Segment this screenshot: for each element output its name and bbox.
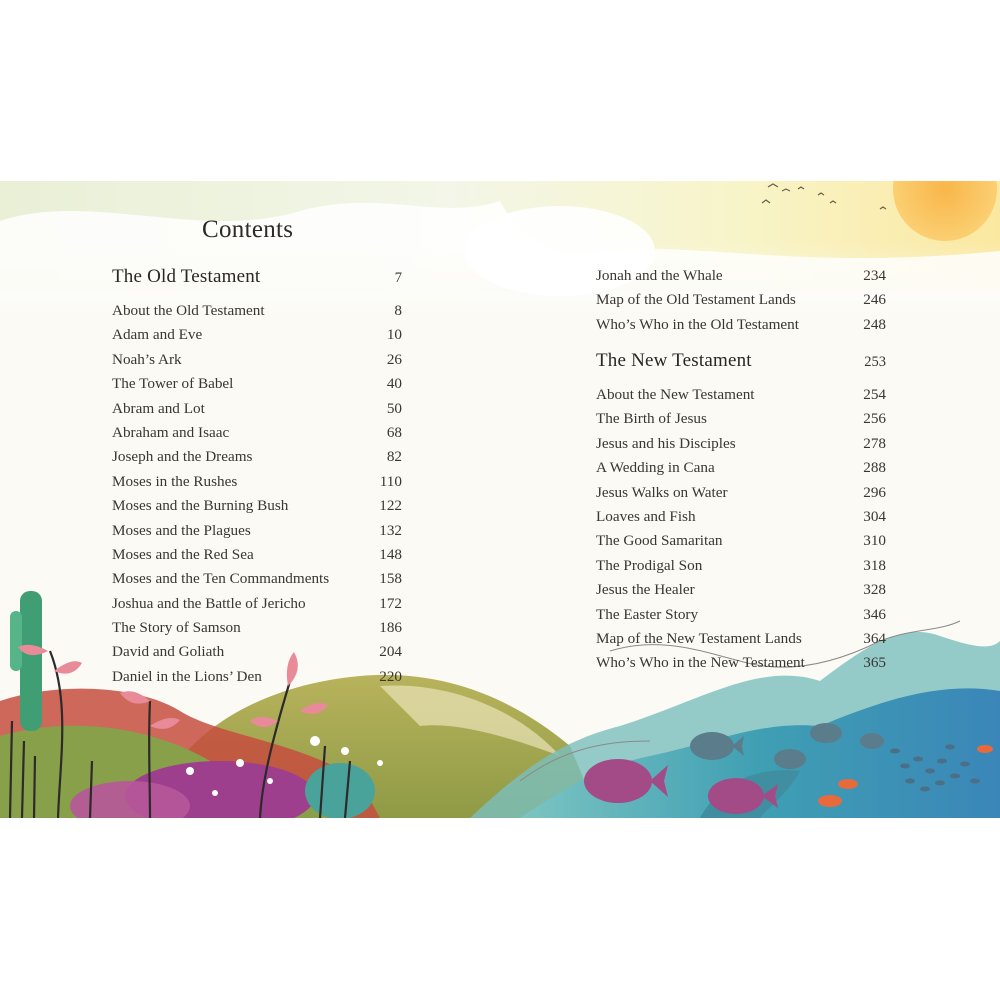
toc-entry — [112, 400, 402, 424]
toc-entry-page: 8 — [394, 302, 402, 319]
toc-entry-title: Map of the Old Testament Lands — [596, 291, 796, 309]
toc-entry — [112, 473, 402, 497]
toc-entry-page: 248 — [863, 315, 886, 333]
toc-entry — [112, 424, 402, 448]
toc-entry — [112, 302, 402, 326]
toc-entry-title: Jesus Walks on Water — [596, 483, 728, 501]
toc-entry-page: 288 — [863, 459, 886, 477]
toc-entry-page: 148 — [379, 545, 402, 563]
toc-entry-page: 296 — [863, 483, 886, 501]
toc-entry — [112, 497, 402, 521]
toc-entry-title: Moses and the Red Sea — [112, 545, 254, 563]
toc-entry — [112, 448, 402, 472]
section-heading-old-testament — [112, 266, 402, 288]
toc-entry — [112, 375, 402, 399]
section-page: 7 — [394, 270, 402, 286]
toc-entry-title: Jesus the Healer — [596, 581, 695, 599]
toc-entry-title: Abram and Lot — [112, 399, 205, 417]
toc-entry-title: Daniel in the Lions’ Den — [112, 667, 262, 685]
toc-entry — [596, 654, 886, 678]
toc-entry-title: Jesus and his Disciples — [596, 434, 736, 452]
toc-entry-page: 304 — [863, 507, 886, 525]
toc-entry-title: About the New Testament — [596, 386, 755, 403]
toc-entry-page: 246 — [863, 291, 886, 309]
toc-entry — [112, 619, 402, 643]
toc-entry-title: Moses and the Ten Commandments — [112, 570, 330, 588]
toc-entry — [112, 351, 402, 375]
section-heading-new-testament — [596, 350, 886, 372]
toc-entry-title: Joseph and the Dreams — [112, 448, 253, 466]
cactus — [10, 611, 22, 671]
toc-entry — [112, 668, 402, 692]
toc-entry — [596, 484, 886, 508]
toc-entry — [596, 410, 886, 434]
toc-entry — [596, 435, 886, 459]
toc-entry-title: Map of the New Testament Lands — [596, 629, 802, 647]
toc-entry — [112, 570, 402, 594]
new-testament-list — [596, 386, 886, 679]
toc-entry-title: The Good Samaritan — [596, 532, 723, 550]
toc-entry-page: 132 — [379, 521, 402, 539]
toc-entry — [112, 522, 402, 546]
toc-entry-title: A Wedding in Cana — [596, 459, 715, 477]
toc-entry — [596, 606, 886, 630]
toc-entry — [596, 630, 886, 654]
toc-entry — [596, 291, 886, 315]
toc-entry-page: 220 — [379, 667, 402, 685]
toc-entry-page: 328 — [863, 581, 886, 599]
toc-entry-page: 234 — [863, 267, 886, 284]
teal-bush — [305, 763, 375, 818]
toc-entry-title: Joshua and the Battle of Jericho — [112, 594, 306, 612]
toc-entry — [596, 459, 886, 483]
toc-entry — [596, 581, 886, 605]
toc-entry — [596, 532, 886, 556]
toc-entry-page: 254 — [863, 386, 886, 403]
toc-entry-title: Jonah and the Whale — [596, 267, 723, 284]
toc-entry-page: 278 — [863, 434, 886, 452]
toc-entry-title: The Easter Story — [596, 605, 699, 623]
toc-entry-page: 172 — [379, 594, 402, 612]
toc-entry-title: Loaves and Fish — [596, 507, 696, 525]
toc-entry — [596, 316, 886, 340]
toc-entry-page: 365 — [863, 654, 886, 672]
toc-entry-page: 318 — [863, 556, 886, 574]
toc-entry-title: The Birth of Jesus — [596, 410, 707, 428]
toc-entry-title: Adam and Eve — [112, 326, 203, 344]
toc-entry-page: 50 — [386, 399, 402, 417]
toc-entry-page: 186 — [379, 619, 402, 637]
toc-entry — [112, 643, 402, 667]
toc-entry-title: Moses and the Plagues — [112, 521, 251, 539]
toc-entry — [596, 267, 886, 291]
toc-entry-title: David and Goliath — [112, 643, 225, 661]
toc-entry-title: Moses and the Burning Bush — [112, 497, 289, 515]
toc-entry-page: 82 — [386, 448, 402, 466]
toc-entry — [112, 546, 402, 570]
toc-entry-title: The Prodigal Son — [596, 556, 703, 574]
page-title: Contents — [202, 216, 294, 243]
toc-entry-title: Moses in the Rushes — [112, 472, 238, 490]
section-page: 253 — [864, 354, 886, 370]
toc-entry-title: About the Old Testament — [112, 302, 265, 319]
section-title: The Old Testament — [112, 266, 261, 287]
toc-entry-page: 364 — [863, 629, 886, 647]
toc-entry-page: 346 — [863, 605, 886, 623]
toc-entry-page: 26 — [386, 350, 402, 368]
toc-entry-title: The Story of Samson — [112, 619, 241, 637]
toc-entry-title: Who’s Who in the New Testament — [596, 654, 805, 672]
section-title: The New Testament — [596, 350, 752, 371]
toc-entry-title: Abraham and Isaac — [112, 423, 230, 441]
toc-entry-page: 10 — [386, 326, 402, 344]
cactus — [20, 591, 42, 731]
old-testament-list — [112, 302, 402, 692]
toc-entry-title: Noah’s Ark — [112, 350, 182, 368]
toc-entry-title: Who’s Who in the Old Testament — [596, 315, 799, 333]
toc-entry — [596, 508, 886, 532]
toc-entry-page: 40 — [386, 375, 402, 393]
toc-entry-page: 122 — [379, 497, 402, 515]
old-testament-continued-list — [596, 267, 886, 340]
toc-entry-page: 310 — [863, 532, 886, 550]
toc-entry-page: 256 — [863, 410, 886, 428]
toc-entry — [112, 326, 402, 350]
toc-entry — [596, 557, 886, 581]
toc-entry-page: 204 — [379, 643, 402, 661]
toc-entry-title: The Tower of Babel — [112, 375, 234, 393]
toc-entry-page: 68 — [386, 423, 402, 441]
toc-entry — [596, 386, 886, 410]
toc-entry-page: 158 — [379, 570, 402, 588]
toc-entry — [112, 595, 402, 619]
toc-entry-page: 110 — [379, 472, 402, 490]
